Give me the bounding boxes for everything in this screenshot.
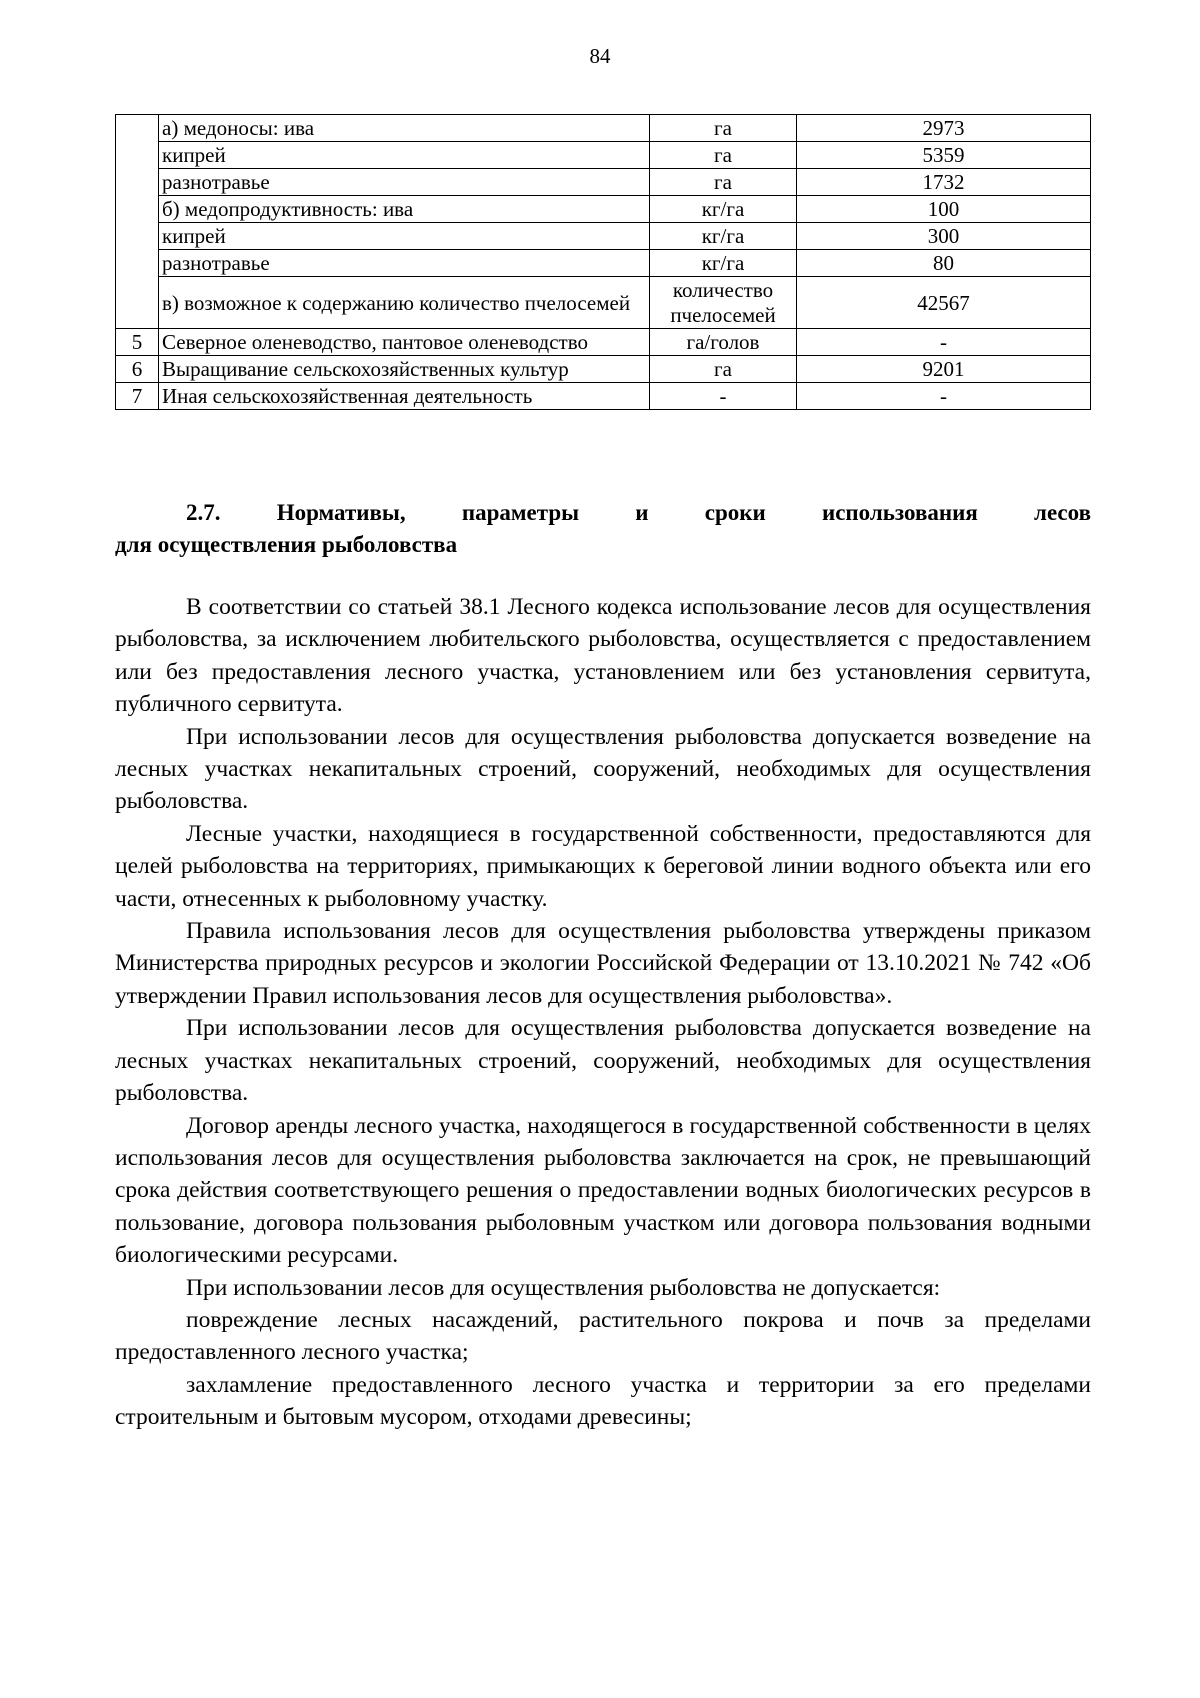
row-number: 6 (116, 356, 159, 383)
row-unit: га (650, 142, 797, 169)
row-number: 7 (116, 383, 159, 410)
row-name: Иная сельскохозяйственная деятельность (159, 383, 650, 410)
row-unit: га (650, 356, 797, 383)
row-name: кипрей (159, 142, 650, 169)
row-value: 42567 (797, 277, 1091, 329)
paragraph: повреждение лесных насаждений, растительного покрова и почв за пределами предоставленного лесного участка; (115, 1306, 1091, 1366)
paragraph: Правила использования лесов для осуществления рыболовства утверждены приказом Министерства природных ресурсов и экологии Российской Федерации от 13.10.2021 № 742 «Об утверждении Правил использования лесов для осуществления рыболовства». (115, 918, 1091, 1009)
row-unit: га (650, 169, 797, 196)
row-unit: кг/га (650, 250, 797, 277)
page-number: 84 (589, 44, 611, 68)
row-number (116, 142, 159, 169)
row-value: - (797, 329, 1091, 356)
row-unit: га (650, 115, 797, 142)
row-unit: количество пчелосемей (650, 277, 797, 329)
row-number (116, 250, 159, 277)
row-value: 5359 (797, 142, 1091, 169)
row-value: 100 (797, 196, 1091, 223)
row-name: кипрей (159, 223, 650, 250)
table-row (116, 383, 1091, 410)
table-row (116, 115, 1091, 142)
row-name: а) медоносы: ива (159, 115, 650, 142)
row-value: 2973 (797, 115, 1091, 142)
row-name: разнотравье (159, 250, 650, 277)
table-row (116, 223, 1091, 250)
row-value: 300 (797, 223, 1091, 250)
row-value: 9201 (797, 356, 1091, 383)
row-value: - (797, 383, 1091, 410)
table-row (116, 196, 1091, 223)
row-number (116, 115, 159, 142)
table-row (116, 142, 1091, 169)
paragraph: В соответствии со статьей 38.1 Лесного кодекса использование лесов для осуществления рыболовства, за исключением любительского рыболовства, осуществляется с предоставлением или без предоставления лесного участка, установлением или без установления сервитута, публичного сервитута. (115, 594, 1091, 718)
row-number: 5 (116, 329, 159, 356)
table-row (116, 277, 1091, 329)
paragraph: При использовании лесов для осуществления рыболовства не допускается: (186, 1274, 941, 1301)
row-number (116, 223, 159, 250)
table-row (116, 169, 1091, 196)
row-name: б) медопродуктивность: ива (159, 196, 650, 223)
row-unit: га/голов (650, 329, 797, 356)
section-heading-line2: для осуществления рыболовства (115, 532, 458, 557)
row-unit: кг/га (650, 196, 797, 223)
land-use-table (115, 114, 1091, 410)
row-unit: - (650, 383, 797, 410)
section-heading (115, 497, 1091, 561)
row-number (116, 196, 159, 223)
row-name: разнотравье (159, 169, 650, 196)
section-heading-line1: 2.7. Нормативы, параметры и сроки использования лесов (186, 500, 1091, 525)
paragraph: Лесные участки, находящиеся в государственной собственности, предоставляются для целей рыболовства на территориях, примыкающих к береговой линии водного объекта или его части, отнесенных к рыболовному участку. (115, 820, 1091, 912)
paragraph: При использовании лесов для осуществления рыболовства допускается возведение на лесных участках некапитальных строений, сооружений, необходимых для осуществления рыболовства. (115, 723, 1091, 815)
table-row (116, 250, 1091, 277)
body-text (115, 591, 1091, 1434)
row-value: 1732 (797, 169, 1091, 196)
paragraph: Договор аренды лесного участка, находящегося в государственной собственности в целях использования лесов для осуществления рыболовства заключается на срок, не превышающий срока действия соответствующего решения о предоставлении водных биологических ресурсов в пользование, договора пользования рыболовным участком или договора пользования водными биологическими ресурсами. (115, 1112, 1091, 1269)
row-number (116, 277, 159, 329)
table-row (116, 329, 1091, 356)
paragraph: захламление предоставленного лесного участка и территории за его пределами строительным и бытовым мусором, отходами древесины; (115, 1371, 1091, 1431)
paragraph: При использовании лесов для осуществления рыболовства допускается возведение на лесных участках некапитальных строений, сооружений, необходимых для осуществления рыболовства. (115, 1015, 1091, 1107)
row-name: Северное оленеводство, пантовое оленеводство (159, 329, 650, 356)
row-value: 80 (797, 250, 1091, 277)
row-name: в) возможное к содержанию количество пчелосемей (159, 277, 650, 329)
row-unit: кг/га (650, 223, 797, 250)
table-row (116, 356, 1091, 383)
row-number (116, 169, 159, 196)
row-name: Выращивание сельскохозяйственных культур (159, 356, 650, 383)
